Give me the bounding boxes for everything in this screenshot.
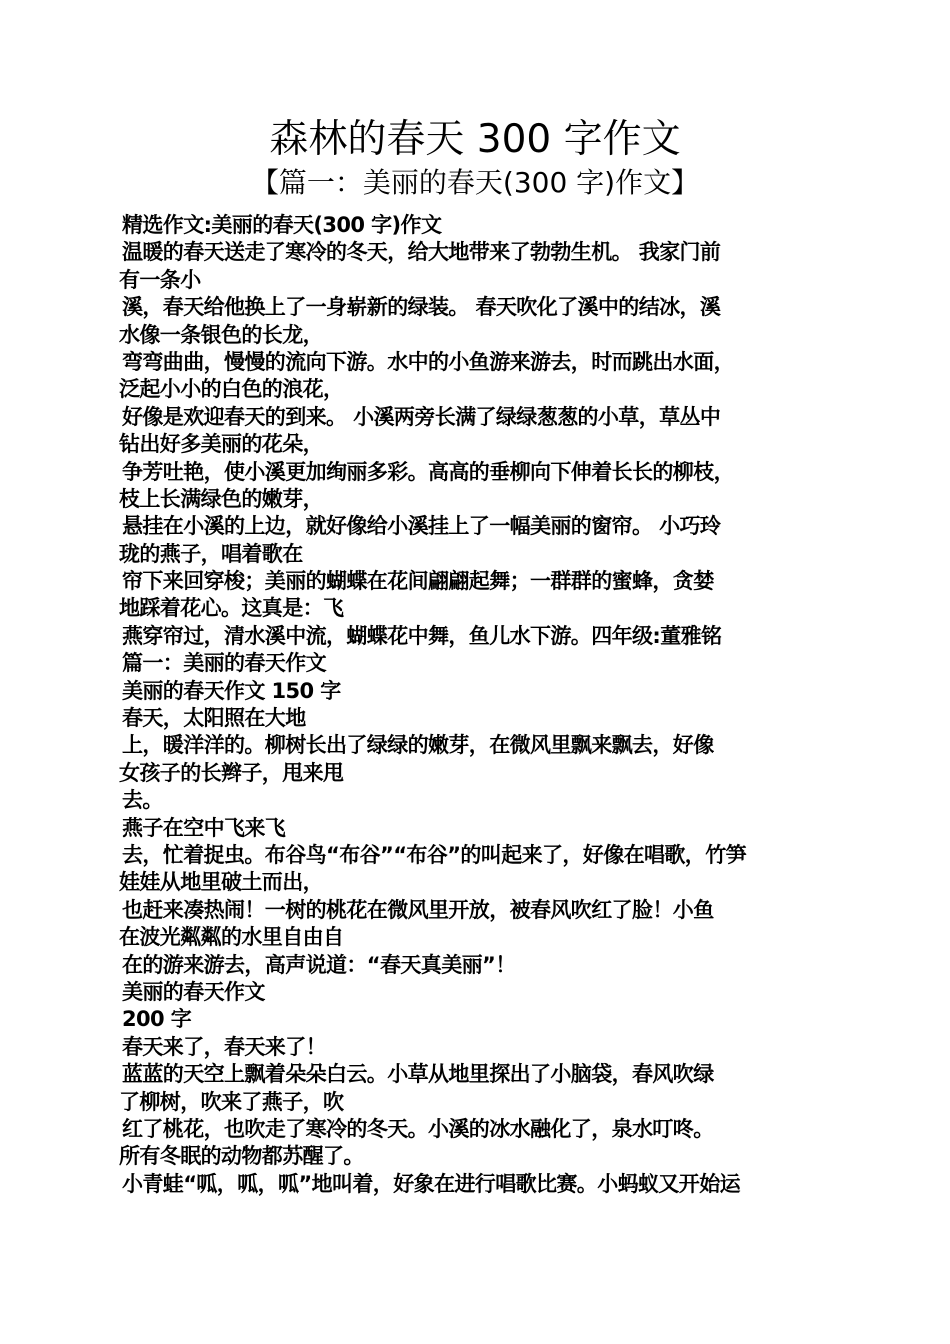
text-line: 有一条小 <box>119 267 201 292</box>
text-line: 溪，春天给他换上了一身崭新的绿装。 春天吹化了溪中的结冰，溪 <box>122 295 721 320</box>
text-line: 女孩子的长辫子，甩来甩 <box>119 760 344 785</box>
text-line: 所有冬眠的动物都苏醒了。 <box>119 1144 364 1169</box>
text-line: 泛起小小的白色的浪花， <box>119 377 344 402</box>
text-line: 在波光粼粼的水里自由自 <box>119 925 344 950</box>
text-line: 去。 <box>122 788 163 813</box>
text-line: 红了桃花，也吹走了寒冷的冬天。小溪的冰水融化了，泉水叮咚。 <box>122 1116 714 1141</box>
text-line: 在的游来游去，高声说道：“春天真美丽”！ <box>122 952 516 977</box>
text-line: 篇一：美丽的春天作文 <box>122 651 326 676</box>
text-line: 上，暖洋洋的。柳树长出了绿绿的嫩芽，在微风里飘来飘去，好像 <box>122 733 714 758</box>
text-line: 美丽的春天作文 150 字 <box>122 678 341 703</box>
document-body <box>119 212 835 1198</box>
text-line: 珑的燕子，唱着歌在 <box>119 541 303 566</box>
text-line: 精选作文:美丽的春天(300 字)作文 <box>122 213 442 237</box>
text-line: 枝上长满绿色的嫩芽， <box>119 486 323 511</box>
text-line: 好像是欢迎春天的到来。 小溪两旁长满了绿绿葱葱的小草，草丛中 <box>122 404 721 429</box>
text-line: 春天，太阳照在大地 <box>122 706 306 731</box>
text-line: 水像一条银色的长龙， <box>119 322 323 347</box>
text-line: 悬挂在小溪的上边，就好像给小溪挂上了一幅美丽的窗帘。 小巧玲 <box>122 514 721 539</box>
text-line: 200 字 <box>122 1007 192 1032</box>
text-line: 钻出好多美丽的花朵， <box>119 432 323 457</box>
document-title: 森林的春天 300 字作文 <box>269 117 681 162</box>
text-line: 了柳树，吹来了燕子，吹 <box>119 1089 344 1114</box>
text-line: 去，忙着捉虫。布谷鸟“布谷”“布谷”的叫起来了，好像在唱歌，竹笋 <box>122 842 747 867</box>
text-line: 燕子在空中飞来飞 <box>122 815 286 840</box>
text-line: 帘下来回穿梭；美丽的蝴蝶在花间翩翩起舞；一群群的蜜蜂，贪婪 <box>122 569 714 594</box>
text-line: 燕穿帘过，清水溪中流，蝴蝶花中舞，鱼儿水下游。四年级:董雅铭 <box>122 623 722 648</box>
text-line: 蓝蓝的天空上飘着朵朵白云。小草从地里探出了小脑袋，春风吹绿 <box>122 1062 714 1087</box>
text-line: 小青蛙“呱，呱，呱”地叫着，好象在进行唱歌比赛。小蚂蚁又开始运 <box>122 1171 741 1196</box>
text-line: 地踩着花心。这真是：飞 <box>119 596 344 621</box>
text-line: 温暖的春天送走了寒冷的冬天，给大地带来了勃勃生机。 我家门前 <box>122 240 721 265</box>
text-line: 也赶来凑热闹！一树的桃花在微风里开放，被春风吹红了脸！小鱼 <box>122 897 714 922</box>
text-line: 美丽的春天作文 <box>122 979 265 1004</box>
text-line: 争芳吐艳，使小溪更加绚丽多彩。高高的垂柳向下伸着长长的柳枝， <box>122 459 734 484</box>
text-line: 春天来了，春天来了！ <box>122 1034 326 1059</box>
document-subtitle: 【篇一：美丽的春天(300 字)作文】 <box>250 166 700 199</box>
text-line: 弯弯曲曲，慢慢的流向下游。水中的小鱼游来游去，时而跳出水面， <box>122 349 734 374</box>
text-line: 娃娃从地里破土而出， <box>119 870 323 895</box>
